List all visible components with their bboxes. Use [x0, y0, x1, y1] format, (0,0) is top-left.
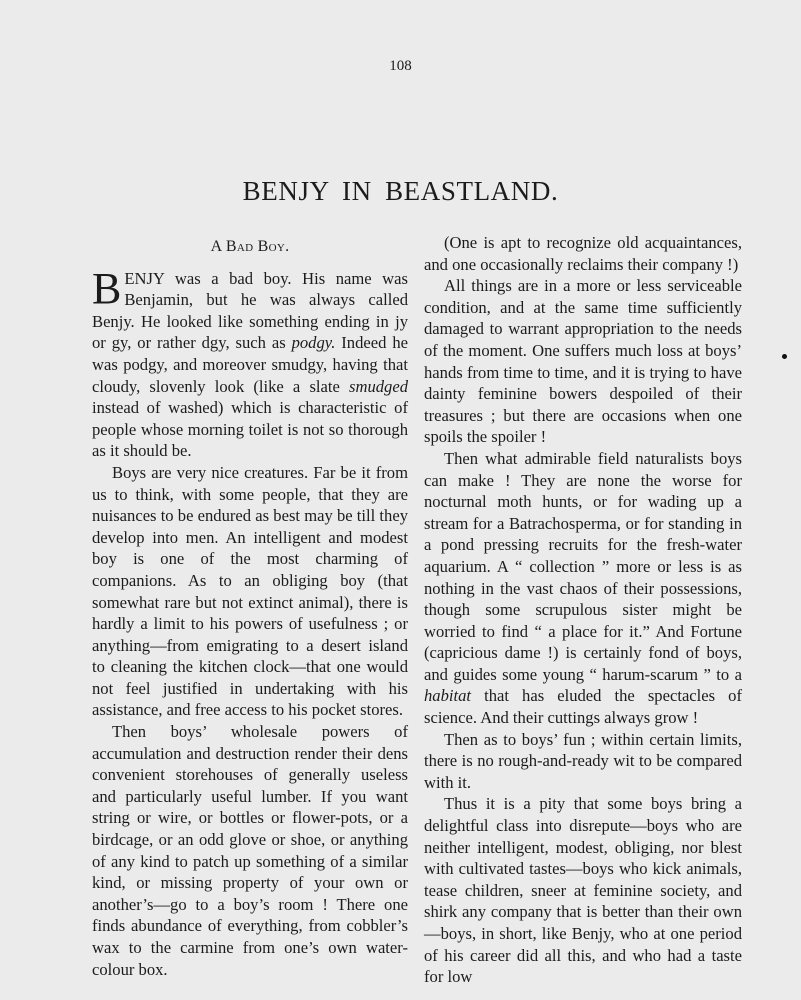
page-number: 108 — [389, 58, 412, 74]
section-heading-prefix: A — [210, 238, 226, 255]
margin-dot — [782, 354, 787, 359]
right-column — [424, 232, 742, 988]
paragraph: Then as to boys’ fun ; within certain limits, there is no rough-and-ready wit to be compared with it. — [424, 729, 742, 792]
section-heading-suffix: . — [285, 238, 290, 255]
paragraph: All things are in a more or less serviceable condition, and at the same time sufficiently damaged to warrant appropriation to the needs of the moment. One suffers much loss at boys’ hands from time to time, and it is trying to have dainty feminine bowers despoiled of their treasures ; but there are occasions when one spoils the spoiler ! — [424, 276, 742, 447]
paragraph: Boys are very nice creatures. Far be it from us to think, with some people, that they are nuisances to be endured as best may be till they develop into men. An intelligent and modest boy is one of the most charming of companions. As to an obliging boy (that somewhat rare but not extinct animal), there is hardly a limit to his powers of usefulness ; or anything—from emigrating to a desert island to cleaning the kitchen clock—that one would not feel justified in undertaking with his assistance, and free access to his pocket stores. — [92, 462, 408, 720]
paragraph-text: ENJY was a bad boy. His name was Benjamin, but he was always called Benjy. He looked like something ending in jy or gy, or rather dgy, such as — [92, 268, 408, 353]
section-heading-text: Bad Boy — [225, 238, 286, 255]
drop-cap: B — [92, 263, 122, 313]
paragraph — [424, 448, 742, 729]
article-title: BENJY IN BEASTLAND. — [242, 176, 559, 206]
paragraph-text: instead of washed) which is characteristic of people whose morning toilet is not so thorough as it should be. — [92, 398, 408, 461]
paragraph-text: Indeed he was podgy, and moreover smudgy, having that cloudy, slovenly look (like a slate — [92, 333, 408, 396]
italic-text: habitat — [424, 686, 472, 706]
section-heading — [92, 236, 408, 258]
paragraph: (One is apt to recognize old acquaintances, and one occasionally reclaims their company !) — [424, 233, 742, 274]
left-column — [92, 232, 408, 980]
italic-text: podgy. — [291, 333, 336, 353]
paragraph — [92, 263, 408, 462]
paragraph-text: Then what admirable field naturalists boys can make ! They are none the worse for nocturnal moth hunts, or for wading up a stream for a Batrachosperma, or for standing in a pond pressing recruits for the fresh-water aquarium. A “ collection ” more or less is as nothing in the vast chaos of their possessions, though some scrupulous sister might be worried to find “ a place for it.” And Fortune (capricious dame !) is certainly fond of boys, and guides some young “ harum-scarum ” to a — [424, 448, 742, 684]
paragraph: Then boys’ wholesale powers of accumulation and destruction render their dens convenient storehouses of generally useless and particularly useful lumber. If you want string or wire, or bottles or flower-pots, or a birdcage, or an odd glove or shoe, or anything of any kind to patch up something of a similar kind, or missing property of your own or another’s—go to a boy’s room ! There one finds abundance of everything, from cobbler’s wax to the carmine from one’s own water-colour box. — [92, 722, 408, 979]
paragraph-text: that has eluded the spectacles of science. And their cuttings always grow ! — [424, 686, 742, 728]
paragraph: Thus it is a pity that some boys bring a delightful class into disrepute—boys who are neither intelligent, modest, obliging, nor blest with cultivated tastes—boys who kick animals, tease children, sneer at feminine society, and shirk any company that is better than their own—boys, in short, like Benjy, who at one period of his career did all this, and who had a taste for low — [424, 794, 742, 987]
italic-text: smudged — [349, 376, 408, 396]
